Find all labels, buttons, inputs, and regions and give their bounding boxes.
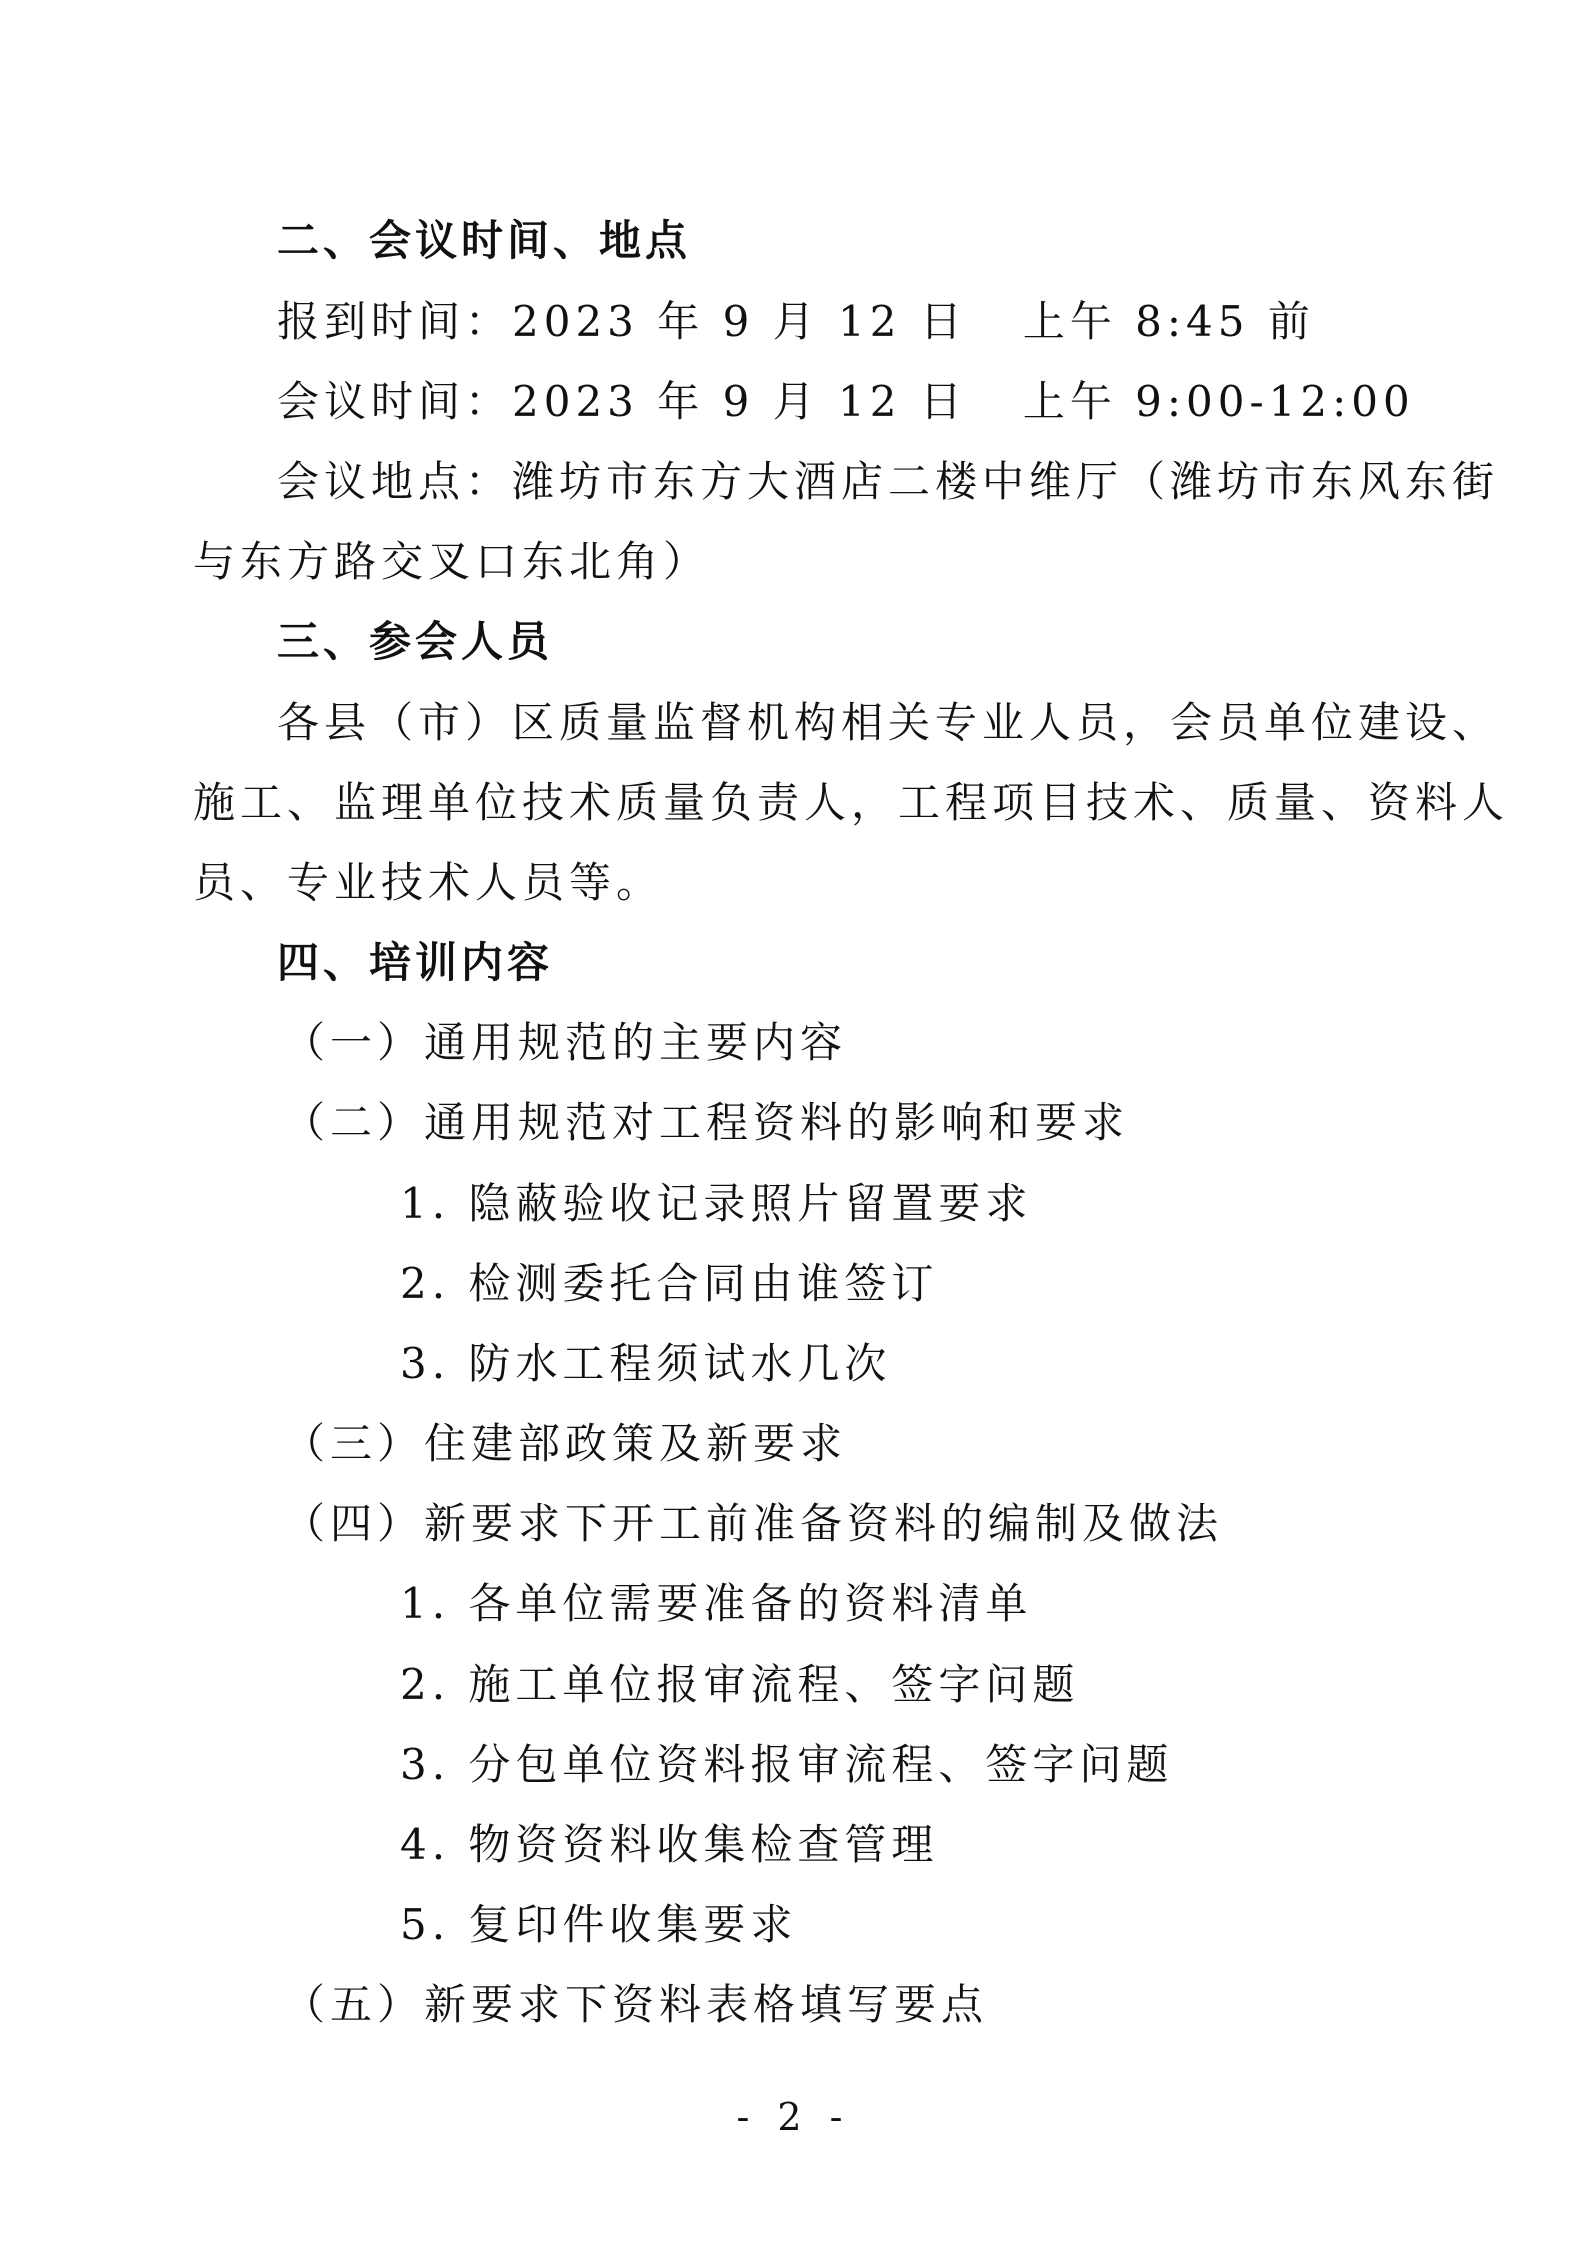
- section-heading-training: 四、培训内容: [277, 938, 554, 987]
- attendees-line-1: 各县（市）区质量监督机构相关专业人员，会员单位建设、: [277, 698, 1500, 747]
- training-subitem: 5. 复印件收集要求: [400, 1900, 798, 1949]
- training-subitem: 2. 施工单位报审流程、签字问题: [400, 1660, 1080, 1709]
- checkin-date: 2023 年 9 月 12 日: [512, 297, 967, 346]
- training-subitem: 3. 分包单位资料报审流程、签字问题: [400, 1740, 1174, 1789]
- meeting-date: 2023 年 9 月 12 日: [512, 377, 967, 426]
- section-heading-attendees: 三、参会人员: [277, 617, 554, 666]
- training-subitem: 2. 检测委托合同由谁签订: [400, 1259, 939, 1308]
- venue-line-1: 会议地点：潍坊市东方大酒店二楼中维厅（潍坊市东风东街: [277, 457, 1500, 506]
- section-heading-time-place: 二、会议时间、地点: [277, 216, 692, 265]
- training-item: （一）通用规范的主要内容: [283, 1018, 848, 1067]
- checkin-time-row: [277, 282, 1315, 362]
- attendees-line-3: 员、专业技术人员等。: [193, 858, 664, 907]
- meeting-time: 上午 9:00-12:00: [1022, 377, 1415, 426]
- page-number: - 2 -: [736, 2095, 851, 2139]
- training-subitem: 1. 各单位需要准备的资料清单: [400, 1579, 1033, 1628]
- meeting-label: 会议时间：: [277, 377, 513, 426]
- checkin-label: 报到时间：: [277, 297, 513, 346]
- venue-line-2: 与东方路交叉口东北角）: [193, 537, 711, 586]
- training-item: （五）新要求下资料表格填写要点: [283, 1980, 989, 2029]
- meeting-time-row: [277, 362, 1415, 442]
- training-subitem: 1. 隐蔽验收记录照片留置要求: [400, 1179, 1033, 1228]
- training-item: （二）通用规范对工程资料的影响和要求: [283, 1098, 1130, 1147]
- training-item: （四）新要求下开工前准备资料的编制及做法: [283, 1499, 1224, 1548]
- checkin-time: 上午 8:45 前: [1022, 297, 1315, 346]
- training-subitem: 3. 防水工程须试水几次: [400, 1339, 892, 1388]
- attendees-line-2: 施工、监理单位技术质量负责人，工程项目技术、质量、资料人: [193, 778, 1510, 827]
- training-item: （三）住建部政策及新要求: [283, 1419, 848, 1468]
- training-subitem: 4. 物资资料收集检查管理: [400, 1820, 939, 1869]
